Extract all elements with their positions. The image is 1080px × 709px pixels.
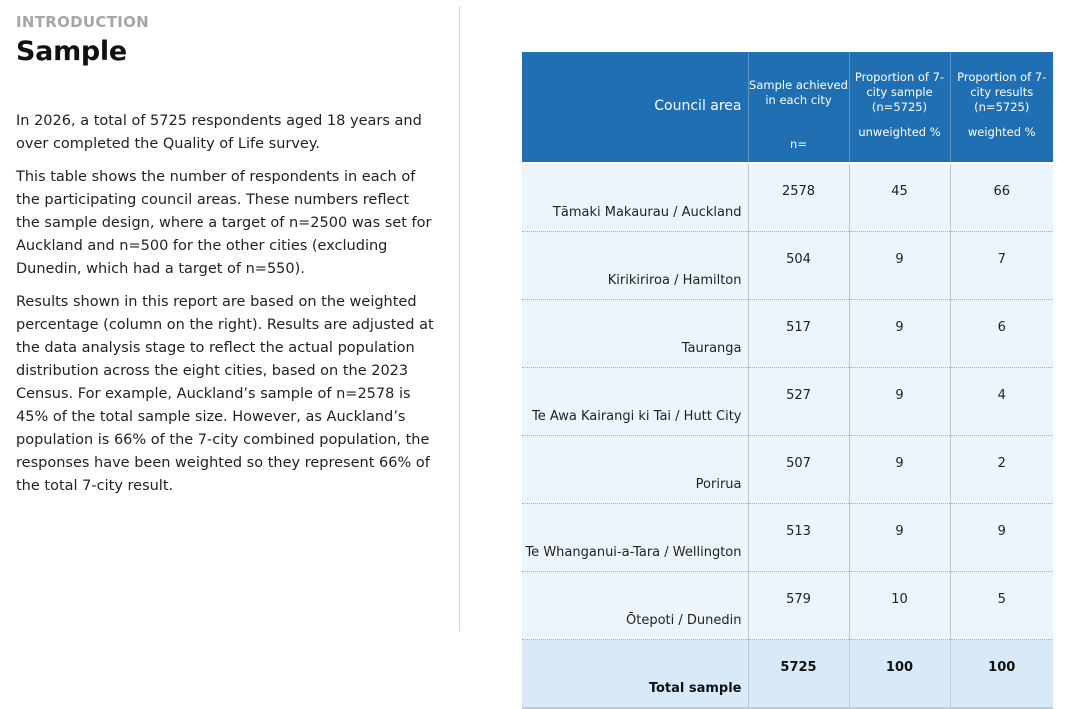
table-row [522,232,1053,300]
header-council-area [522,52,748,163]
cell-sample-n: 513 [748,504,849,572]
header-unweighted [849,52,950,163]
cell-council-area: Tāmaki Makaurau / Auckland [522,163,748,232]
header-weighted [950,52,1053,163]
cell-sample-n: 504 [748,232,849,300]
table-row [522,572,1053,640]
cell-council-area: Te Awa Kairangi ki Tai / Hutt City [522,368,748,436]
cell-sample-n: 527 [748,368,849,436]
header-weighted-sub: weighted % [967,125,1036,139]
column-divider [459,6,460,631]
header-council-area-label: Council area [654,98,742,114]
header-sample-achieved [748,52,849,163]
page-title: Sample [16,36,127,67]
cell-weighted: 9 [950,504,1053,572]
cell-weighted: 4 [950,368,1053,436]
intro-paragraph-3: Results shown in this report are based on the weighted percentage (column on the right). Results are adjusted at the data analysis stage to reflect the actual population distribution across the eight cities, based on the 2023 Census. For example, Auckland’s sample of n=2578 is 45% of the total sample size. However, as Auckland’s population is 66% of the 7-city combined population, the responses have been weighted so they represent 66% of the total 7-city result. [16,294,434,494]
cell-unweighted: 9 [849,368,950,436]
cell-council-area: Porirua [522,436,748,504]
table-row [522,504,1053,572]
cell-council-area: Kirikiriroa / Hamilton [522,232,748,300]
cell-weighted: 2 [950,436,1053,504]
cell-council-area: Te Whanganui-a-Tara / Wellington [522,504,748,572]
cell-weighted: 5 [950,572,1053,640]
cell-sample-n: 2578 [748,163,849,232]
cell-weighted: 6 [950,300,1053,368]
cell-council-area: Tauranga [522,300,748,368]
cell-council-area: Ōtepoti / Dunedin [522,572,748,640]
header-sample-title: Sample achieved in each city [749,78,848,107]
cell-sample-n: 579 [748,572,849,640]
header-sample-sub: n= [790,137,807,151]
cell-unweighted: 9 [849,504,950,572]
sample-table-container [522,52,1053,709]
table-header-row [522,52,1053,163]
intro-body [16,110,436,498]
header-unweighted-title: Proportion of 7-city sample (n=5725) [854,70,945,114]
table-row [522,300,1053,368]
cell-sample-n: 507 [748,436,849,504]
table-row [522,436,1053,504]
cell-total-weighted: 100 [950,640,1053,709]
cell-total-label: Total sample [522,640,748,709]
intro-paragraph-1: In 2026, a total of 5725 respondents aged 18 years and over completed the Quality of Life survey. [16,113,422,152]
cell-weighted: 7 [950,232,1053,300]
cell-unweighted: 9 [849,300,950,368]
header-weighted-title: Proportion of 7-city results (n=5725) [957,70,1047,114]
section-label: INTRODUCTION [16,13,150,31]
cell-total-unweighted: 100 [849,640,950,709]
table-row [522,368,1053,436]
table-row [522,163,1053,232]
intro-panel [16,12,436,508]
cell-unweighted: 9 [849,232,950,300]
intro-paragraph-2: This table shows the number of respondents in each of the participating council areas. These numbers reflect the sample design, where a target of n=2500 was set for Auckland and n=500 for the other cities (excluding Dunedin, which had a target of n=550). [16,169,432,277]
header-unweighted-sub: unweighted % [858,125,941,139]
cell-unweighted: 10 [849,572,950,640]
cell-total-n: 5725 [748,640,849,709]
cell-sample-n: 517 [748,300,849,368]
table-total-row [522,640,1053,709]
cell-unweighted: 9 [849,436,950,504]
cell-weighted: 66 [950,163,1053,232]
sample-table [522,52,1053,709]
cell-unweighted: 45 [849,163,950,232]
